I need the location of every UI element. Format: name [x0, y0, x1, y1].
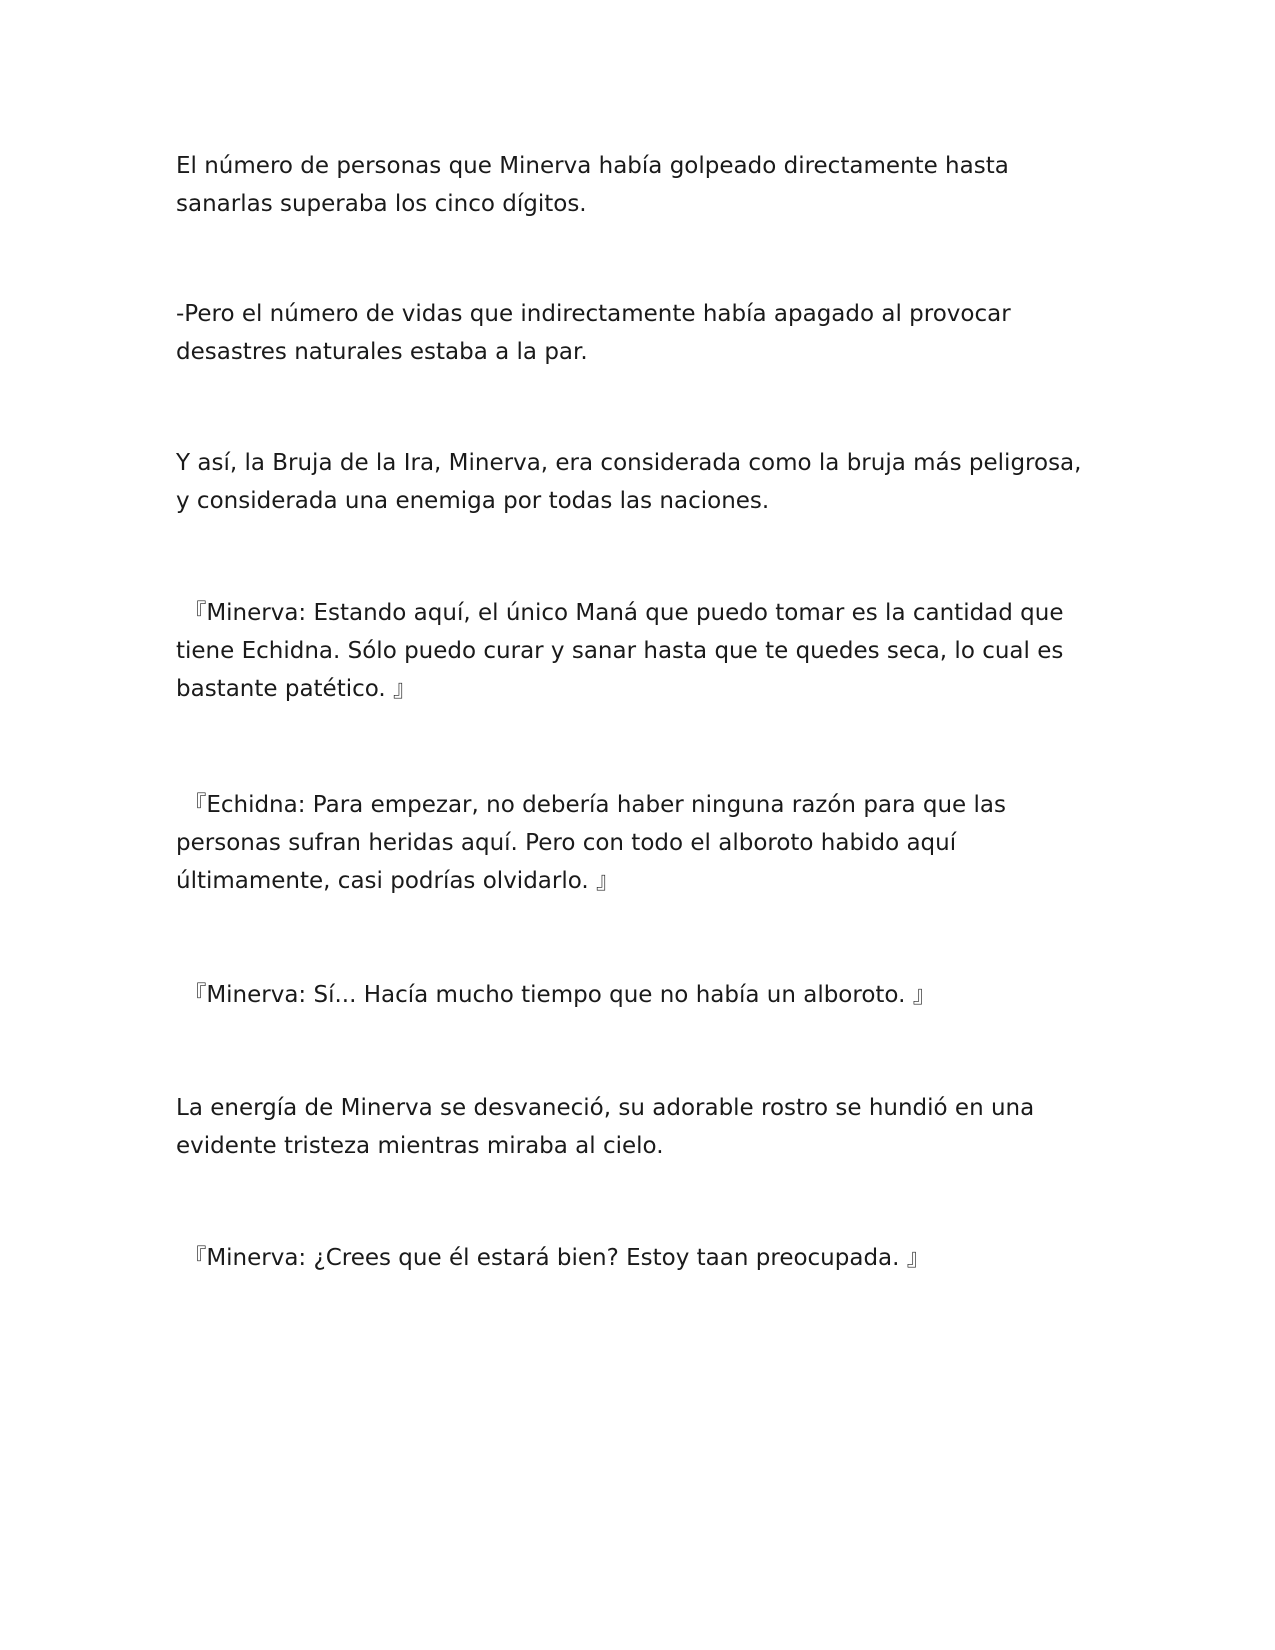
dialogue-paragraph: 『Minerva: ¿Crees que él estará bien? Estoy taan preocupada. 』 — [176, 1245, 930, 1271]
narration-paragraph: El número de personas que Minerva había golpeado directamente hasta sanarlas superaba los cinco dígitos. — [176, 153, 1009, 217]
narration-paragraph: Y así, la Bruja de la Ira, Minerva, era considerada como la bruja más peligrosa, y considerada una enemiga por todas las naciones. — [176, 450, 1082, 514]
narration-paragraph: La energía de Minerva se desvaneció, su adorable rostro se hundió en una evidente tristeza mientras miraba al cielo. — [176, 1095, 1035, 1159]
dialogue-paragraph: 『Minerva: Sí... Hacía mucho tiempo que no había un alboroto. 』 — [176, 982, 936, 1008]
dialogue-paragraph: 『Echidna: Para empezar, no debería haber ninguna razón para que las personas sufran heridas aquí. Pero con todo el alboroto habido aquí últimamente, casi podrías olvidarlo. 』 — [176, 792, 1006, 894]
narration-paragraph: -Pero el número de vidas que indirectamente había apagado al provocar desastres naturales estaba a la par. — [176, 301, 1011, 365]
dialogue-paragraph: 『Minerva: Estando aquí, el único Maná que puedo tomar es la cantidad que tiene Echidna. Sólo puedo curar y sanar hasta que te quedes seca, lo cual es bastante patético. 』 — [176, 600, 1064, 702]
